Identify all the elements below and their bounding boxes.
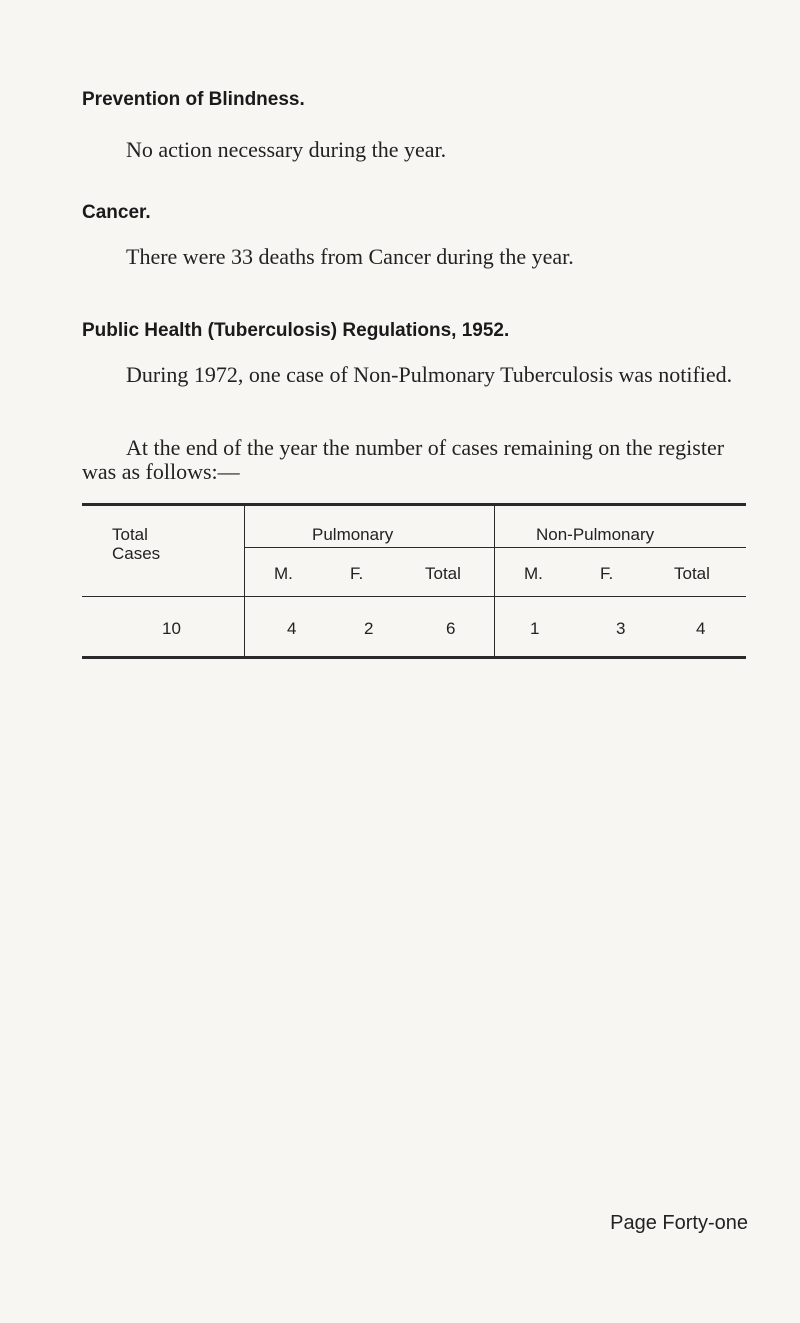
heading-cancer: Cancer. <box>82 202 151 223</box>
subheader-non-pulmonary-total: Total <box>674 564 710 583</box>
tuberculosis-register-table <box>82 503 746 659</box>
subheader-non-pulmonary-m: M. <box>524 564 543 583</box>
blindness-text: No action necessary during the year. <box>126 137 447 162</box>
cell-pulmonary-f: 2 <box>364 619 374 638</box>
table-divider-total <box>244 503 245 659</box>
heading-tuberculosis-regulations: Public Health (Tuberculosis) Regulations, 1952. <box>82 320 510 341</box>
cancer-text: There were 33 deaths from Cancer during the year. <box>126 244 574 269</box>
header-pulmonary: Pulmonary <box>312 525 394 544</box>
cell-non-pulmonary-total: 4 <box>696 619 706 638</box>
cell-pulmonary-total: 6 <box>446 619 456 638</box>
table-header-rule <box>82 596 746 597</box>
header-cases: Cases <box>112 544 161 563</box>
subheader-pulmonary-m: M. <box>274 564 293 583</box>
subheader-non-pulmonary-f: F. <box>600 564 614 583</box>
tuberculosis-paragraph-1: During 1972, one case of Non-Pulmonary Tuberculosis was notified. <box>126 362 733 387</box>
cell-pulmonary-m: 4 <box>287 619 297 638</box>
subheader-pulmonary-total: Total <box>425 564 461 583</box>
cell-non-pulmonary-f: 3 <box>616 619 626 638</box>
heading-prevention-of-blindness: Prevention of Blindness. <box>82 89 305 110</box>
cell-non-pulmonary-m: 1 <box>530 619 540 638</box>
header-non-pulmonary: Non-Pulmonary <box>536 525 655 544</box>
tuberculosis-paragraph-2: At the end of the year the number of cases remaining on the register was as follows:— <box>82 435 725 484</box>
header-total: Total <box>112 525 148 544</box>
cell-total-cases: 10 <box>162 619 181 638</box>
table-top-rule <box>82 503 746 506</box>
subheader-pulmonary-f: F. <box>350 564 364 583</box>
page-number: Page Forty-one <box>610 1212 748 1234</box>
table-divider-pulmonary <box>494 503 495 659</box>
table-group-rule <box>244 547 746 548</box>
table-bottom-rule <box>82 656 746 659</box>
